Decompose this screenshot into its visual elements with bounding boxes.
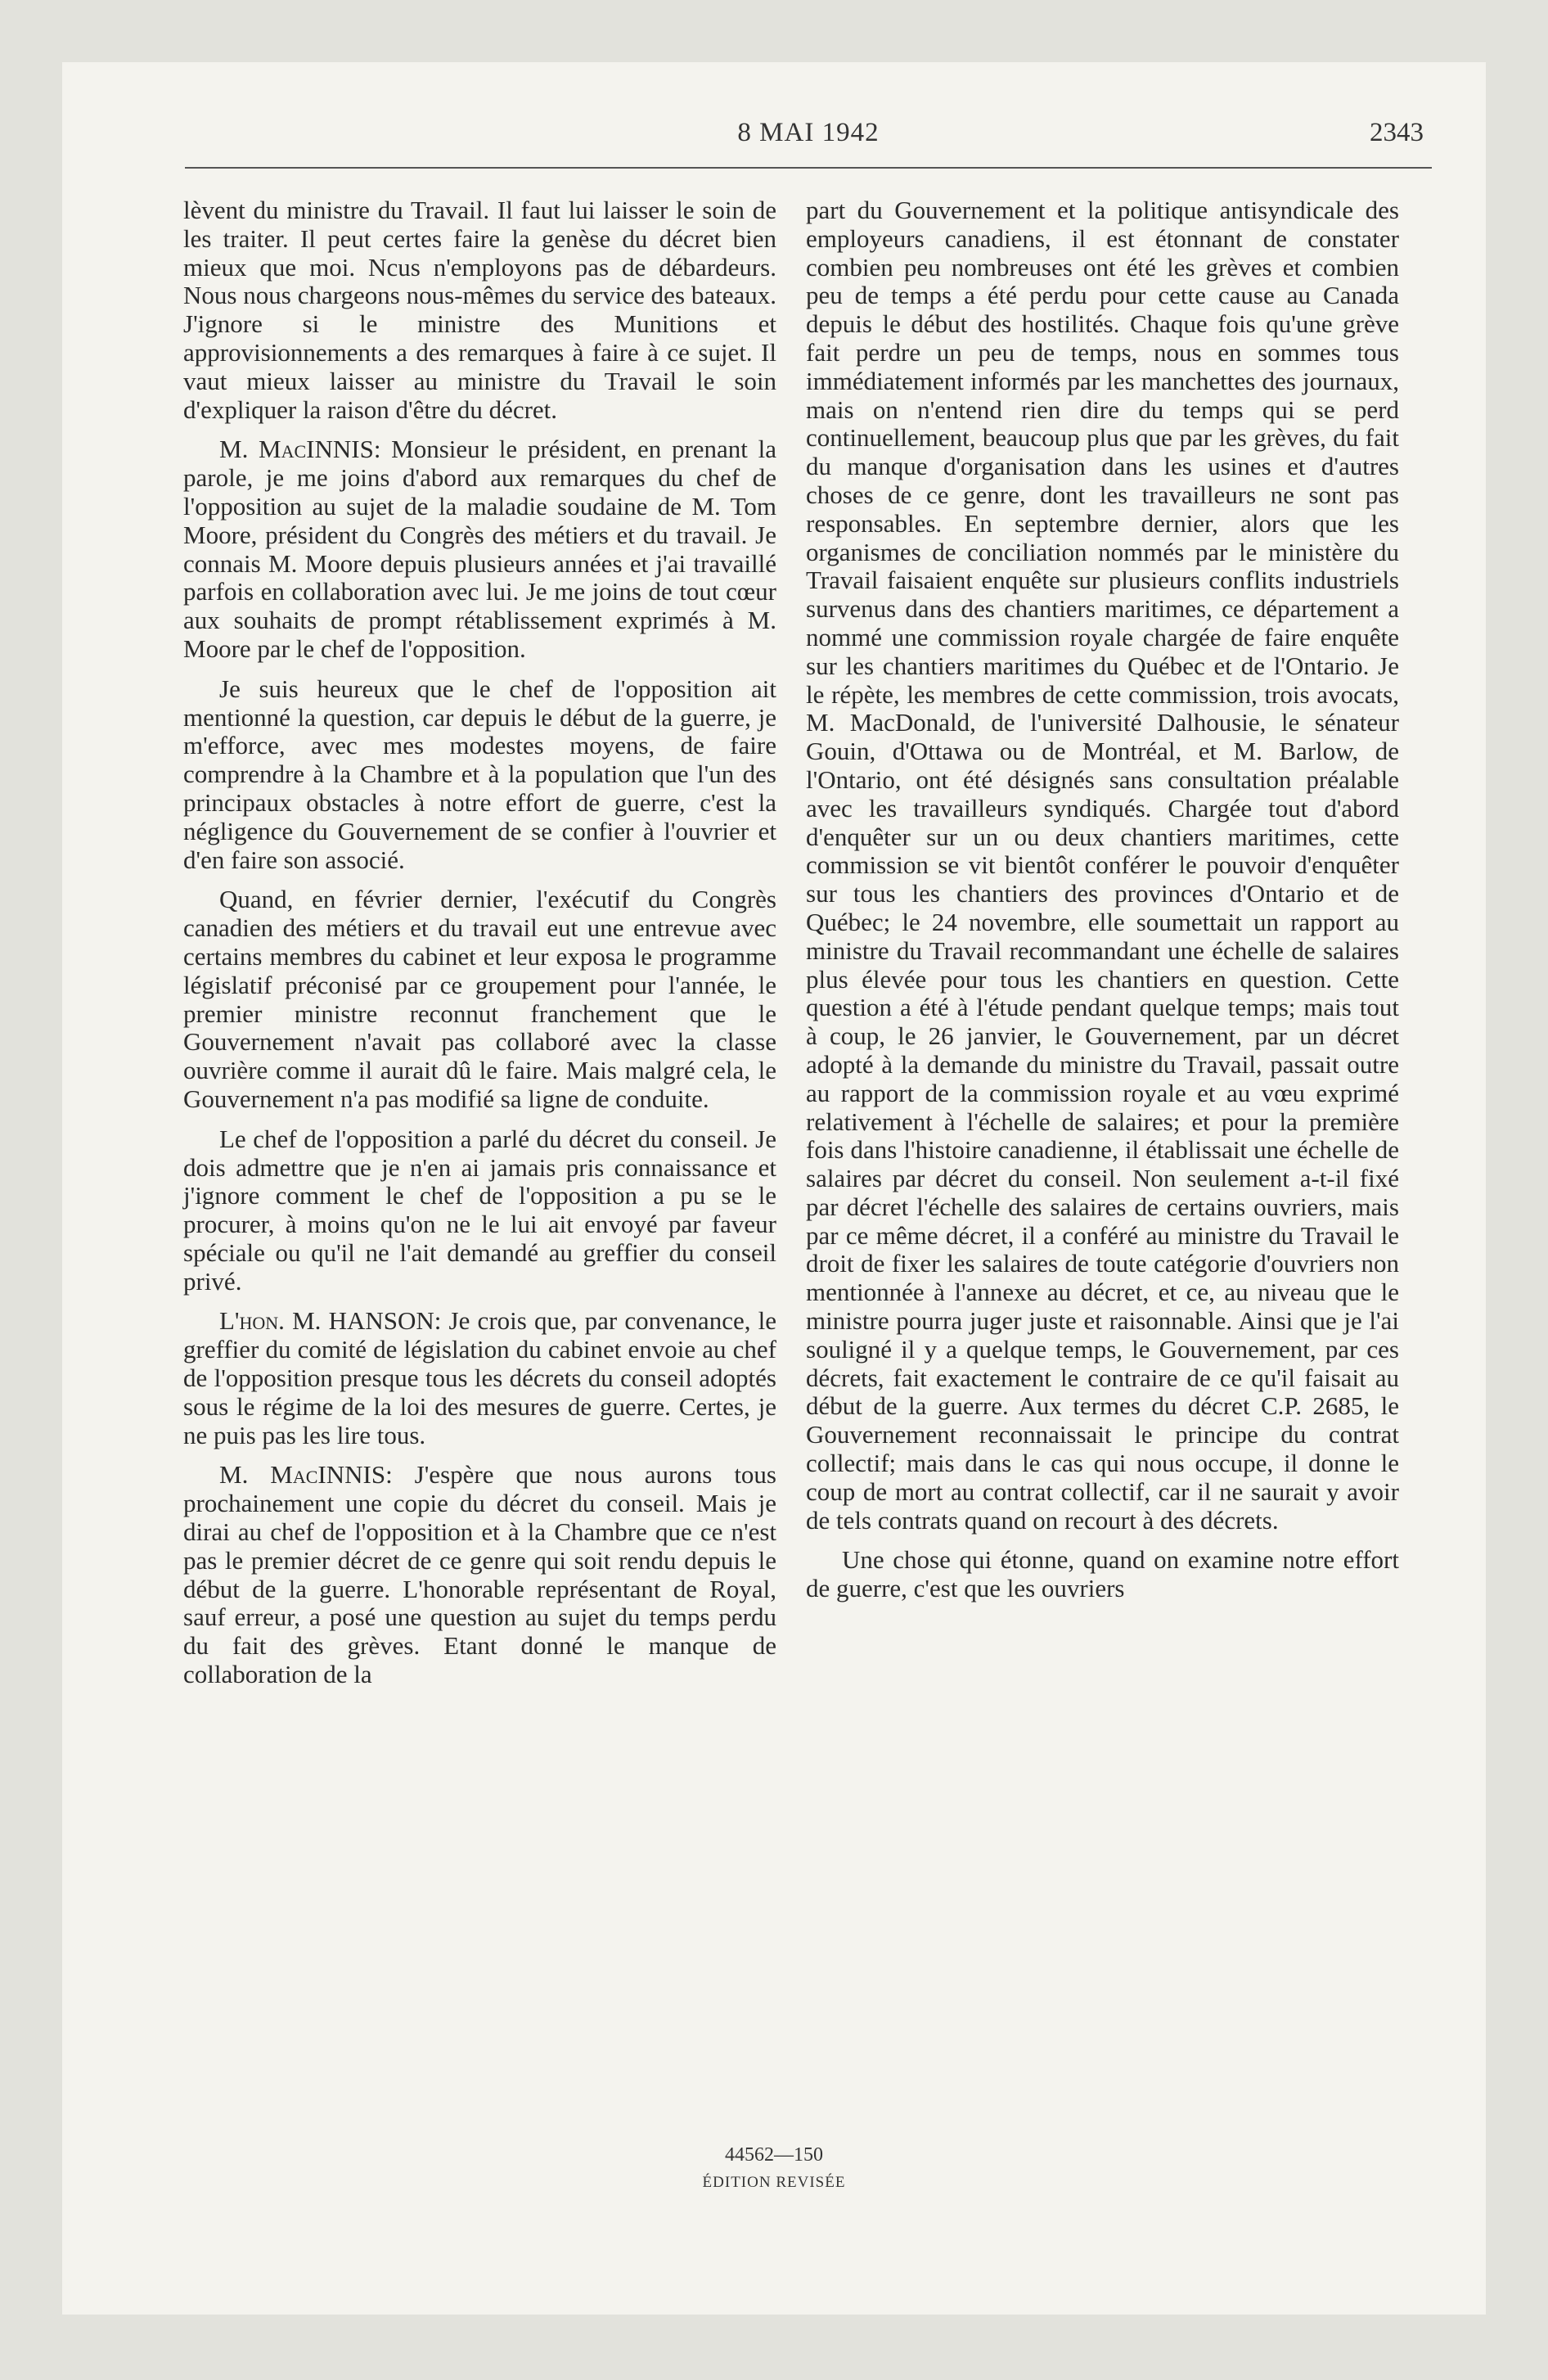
paragraph: part du Gouvernement et la politique antisyndicale des employeurs canadiens, il est étonnant de constater combien peu nombreuses ont été les grèves et combien peu de temps a été perdu pour cette cause au Canada depuis le début des hostilités. Chaque fois qu'une grève fait perdre un peu de temps, nous en sommes tous immédiatement informés par les manchettes des journaux, mais on n'entend rien dire du temps qui se perd continuellement, beaucoup plus que par les grèves, du fait du manque d'organisation dans les usines et d'autres choses de ce genre, dont les travailleurs ne sont pas responsables. En septembre dernier, alors que les organismes de conciliation nommés par le ministère du Travail faisaient enquête sur plusieurs conflits industriels survenus dans des chantiers maritimes, ce département a nommé une commission royale chargée de faire enquête sur les chantiers maritimes du Québec et de l'Ontario. Je le répète, les membres de cette commission, trois avocats, M. MacDonald, de l'université Dalhousie, le sénateur Gouin, d'Ottawa ou de Montréal, et M. Barlow, de l'Ontario, ont été désignés sans consultation préalable avec les travailleurs syndiqués. Chargée tout d'abord d'enquêter sur un ou deux chantiers maritimes, cette commission se vit bientôt conférer le pouvoir d'enquêter sur tous les chantiers des provinces d'Ontario et de Québec; le 24 novembre, elle soumettait un rapport au ministre du Travail recommandant une échelle de salaires plus élevée pour tous les chantiers en question. Cette question a été à l'étude pendant quelque temps; mais tout à coup, le 26 janvier, le Gouvernement, par un décret adopté à la demande du ministre du Travail, passait outre au rapport de la commission royale et au vœu exprimé relativement à l'échelle de salaires; et pour la première fois dans l'histoire canadienne, il établissait une échelle de salaires par décret du conseil. Non seulement a-t-il fixé par décret l'échelle des salaires de certains ouvriers, mais par ce même décret, il a conféré au ministre du Travail le droit de fixer les salaires de toute catégorie d'ouvriers non mentionnée à l'annexe au décret, et ce, au niveau que le ministre pourra juger juste et raisonnable. Ainsi que je l'ai souligné il y a quelque temps, le Gouvernement, par ces décrets, fait exactement le contraire de ce qu'il faisait au début de la guerre. Aux termes du décret C.P. 2685, le Gouvernement reconnaissait le principe du contrat collectif; mais dans le cas qui nous occupe, il donne le coup de mort au contrat collectif, car il ne saurait y avoir de tels contrats quand on recourt à des décrets. — [806, 196, 1399, 1535]
footer-print-code: 44562—150 — [725, 2144, 823, 2166]
paragraph — [183, 1307, 776, 1449]
paragraph: Je suis heureux que le chef de l'opposition ait mentionné la question, car depuis le début de la guerre, je m'efforce, avec mes modestes moyens, de faire comprendre à la Chambre et à la population que l'un des principaux obstacles à notre effort de guerre, c'est la négligence du Gouvernement de se confier à l'ouvrier et d'en faire son associé. — [183, 674, 776, 874]
speech-text: J'espère que nous aurons tous prochainement une copie du décret du conseil. Mais je dirai au chef de l'opposition et à la Chambre que ce n'est pas le premier décret de ce genre qui soit rendu depuis le début de la guerre. L'honorable représentant de Royal, sauf erreur, a posé une question au sujet du temps perdu du fait des grèves. Etant donné le manque de collaboration de la — [183, 1460, 776, 1689]
speech-text: Je crois que, par convenance, le greffier du comité de législation du cabinet envoie au chef de l'opposition presque tous les décrets du conseil adoptés sous le régime de la loi des mesures de guerre. Certes, je ne puis pas les lire tous. — [183, 1306, 777, 1449]
page-number: 2343 — [1370, 118, 1424, 147]
page-date: 8 MAI 1942 — [737, 118, 880, 147]
speech-text: Monsieur le président, en prenant la parole, je me joins d'abord aux remarques du chef de l'opposition au sujet de la maladie soudaine de M. Tom Moore, président du Congrès des métiers et du travail. Je connais M. Moore depuis plusieurs années et j'ai travaillé parfois en collaboration avec lui. Je me joins de tout cœur aux souhaits de prompt rétablissement exprimés à M. Moore par le chef de l'opposition. — [183, 435, 776, 663]
paragraph — [183, 1461, 776, 1688]
speaker-name: M. MacINNIS: — [219, 435, 381, 464]
left-column — [183, 196, 776, 2112]
footer-edition: ÉDITION REVISÉE — [702, 2174, 846, 2191]
paragraph: Quand, en février dernier, l'exécutif du Congrès canadien des métiers et du travail eut une entrevue avec certains membres du cabinet et leur exposa le programme législatif préconisé par ce groupement pour l'année, le premier ministre reconnut franchement que le Gouvernement n'avait pas collaboré avec la classe ouvrière comme il aurait dû le faire. Mais malgré cela, le Gouvernement n'a pas modifié sa ligne de conduite. — [183, 885, 776, 1113]
paragraph: Une chose qui étonne, quand on examine notre effort de guerre, c'est que les ouvriers — [806, 1545, 1399, 1603]
header-rule — [185, 167, 1432, 169]
paragraph — [183, 435, 776, 663]
page-header — [185, 115, 1432, 156]
paragraph: Le chef de l'opposition a parlé du décret du conseil. Je dois admettre que je n'en ai jamais pris connaissance et j'ignore comment le chef de l'opposition a pu se le procurer, à moins qu'on ne le lui ait envoyé par faveur spéciale ou qu'il ne l'ait demandé au greffier du conseil privé. — [183, 1124, 776, 1296]
speaker-name: L'hon. M. HANSON: — [219, 1306, 442, 1336]
speaker-name: M. MacINNIS: — [219, 1460, 393, 1490]
paragraph: lèvent du ministre du Travail. Il faut lui laisser le soin de les traiter. Il peut certes faire la genèse du décret bien mieux que moi. Ncus n'employons pas de débardeurs. Nous nous chargeons nous-mêmes du service des bateaux. J'ignore si le ministre des Munitions et approvisionnements a des remarques à faire à ce sujet. Il vaut mieux laisser au ministre du Travail le soin d'expliquer la raison d'être du décret. — [183, 196, 776, 424]
right-column — [806, 196, 1399, 2112]
